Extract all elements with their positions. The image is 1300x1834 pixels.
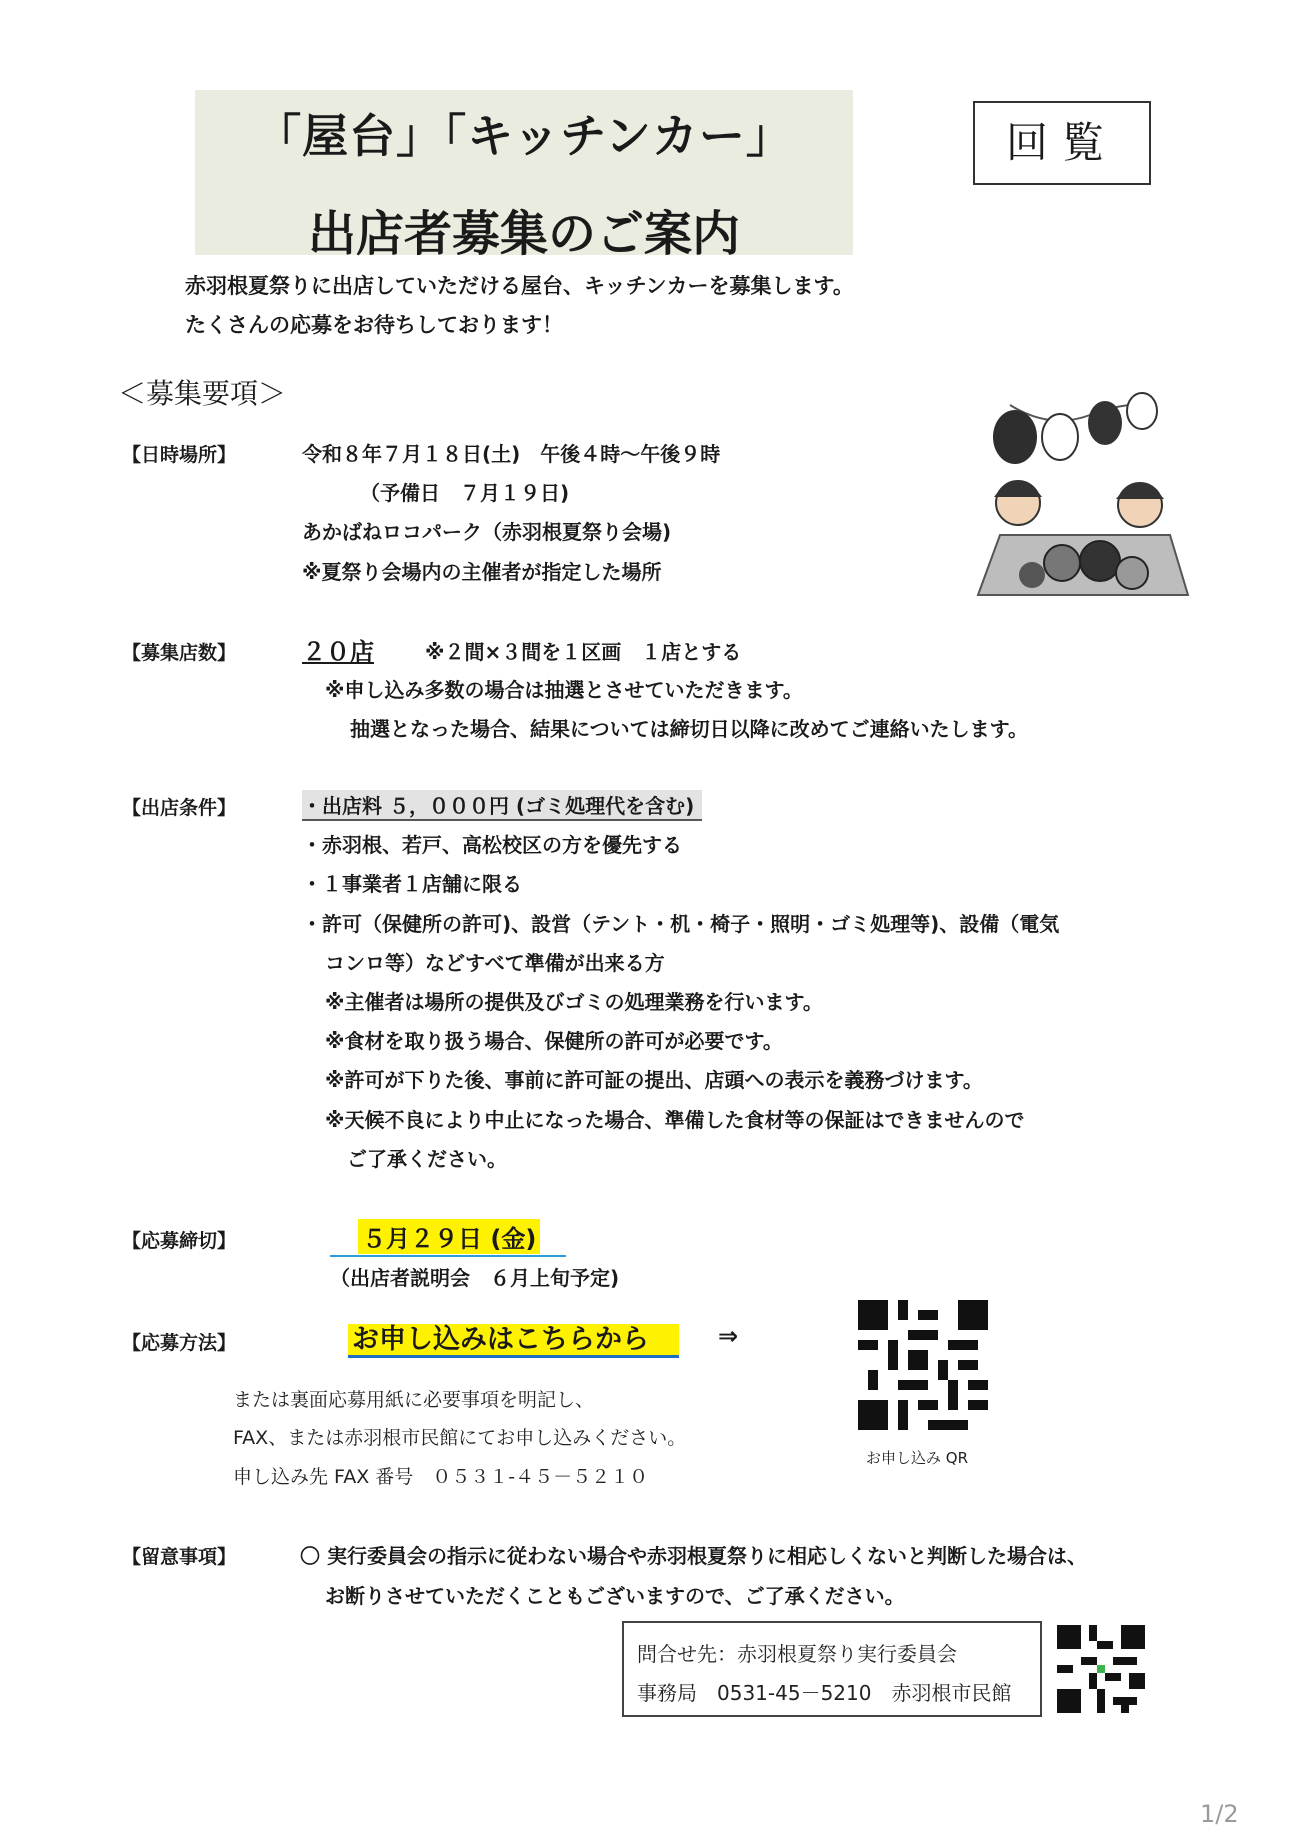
condition-weather: ※天候不良により中止になった場合、準備した食材等の保証はできませんので <box>325 1108 1025 1132</box>
stores-lottery-note: ※申し込み多数の場合は抽選とさせていただきます。 <box>325 678 803 702</box>
apply-link[interactable]: お申し込みはこちらから <box>348 1324 679 1358</box>
arrow-icon: ⇒ <box>718 1322 739 1350</box>
section-title: ＜募集要項＞ <box>118 377 287 410</box>
page-number: 1/2 <box>1200 1800 1239 1828</box>
condition-weather-cont: ご了承ください。 <box>347 1147 507 1171</box>
condition-food-permit: ※食材を取り扱う場合、保健所の許可が必要です。 <box>325 1029 783 1053</box>
condition-permits: ・許可（保健所の許可)、設営（テント・机・椅子・照明・ゴミ処理等)、設備（電気 <box>302 912 1060 936</box>
festival-illustration-icon <box>970 385 1190 615</box>
deadline-label: 【応募締切】 <box>122 1230 237 1252</box>
circulation-stamp: 回覧 <box>973 101 1151 185</box>
condition-permit-display: ※許可が下りた後、事前に許可証の提出、店頭への表示を義務づけます。 <box>325 1068 983 1092</box>
contact-line-2: 事務局 0531-45－5210 赤羽根市民館 <box>637 1681 1012 1705</box>
apply-link-wrap <box>348 1317 679 1359</box>
datetime-date: 令和８年７月１８日(土) 午後４時～午後９時 <box>302 442 721 466</box>
condition-one-store: ・１事業者１店舗に限る <box>302 872 522 896</box>
method-line-2: FAX、または赤羽根市民館にてお申し込みください。 <box>233 1427 687 1449</box>
notes-line-1: 〇 実行委員会の指示に従わない場合や赤羽根夏祭りに相応しくないと判断した場合は、 <box>300 1544 1087 1568</box>
deadline-briefing: （出店者説明会 ６月上旬予定) <box>330 1266 620 1290</box>
contact-qr-icon[interactable] <box>1057 1625 1145 1713</box>
method-fax: 申し込み先 FAX 番号 ０５３１-４５－５２１０ <box>233 1466 649 1488</box>
condition-permits-cont: コンロ等）などすべて準備が出来る方 <box>325 951 665 975</box>
stores-label: 【募集店数】 <box>122 642 237 664</box>
condition-organizer-note: ※主催者は場所の提供及びゴミの処理業務を行います。 <box>325 990 823 1014</box>
datetime-venue-note: ※夏祭り会場内の主催者が指定した場所 <box>302 560 662 584</box>
method-line-1: または裏面応募用紙に必要事項を明記し、 <box>233 1389 595 1411</box>
condition-fee: ・出店料 ５，０００円 (ゴミ処理代を含む) <box>302 790 702 821</box>
datetime-venue: あかばねロコパーク（赤羽根夏祭り会場) <box>302 520 672 544</box>
stores-unit-note: ※２間×３間を１区画 １店とする <box>425 640 742 664</box>
title-line-2: 出店者募集のご案内 <box>307 206 740 262</box>
apply-qr-icon[interactable] <box>858 1300 988 1430</box>
contact-line-1: 問合せ先：赤羽根夏祭り実行委員会 <box>637 1642 957 1666</box>
notes-label: 【留意事項】 <box>122 1546 237 1568</box>
deadline-underline <box>330 1255 566 1257</box>
datetime-label: 【日時場所】 <box>122 444 237 466</box>
title-line-1: 「屋台」「キッチンカー」 <box>255 109 793 163</box>
deadline-date-box <box>330 1219 566 1253</box>
deadline-date: ５月２９日 (金) <box>358 1219 540 1254</box>
stores-count: ２０店 <box>302 638 374 666</box>
stores-lottery-result: 抽選となった場合、結果については締切日以降に改めてご連絡いたします。 <box>350 717 1028 741</box>
method-label: 【応募方法】 <box>122 1332 237 1354</box>
conditions-label: 【出店条件】 <box>122 797 237 819</box>
intro-line-1: 赤羽根夏祭りに出店していただける屋台、キッチンカーを募集します。 <box>185 274 854 298</box>
condition-priority: ・赤羽根、若戸、高松校区の方を優先する <box>302 833 682 857</box>
qr-caption: お申し込み QR <box>866 1449 968 1467</box>
intro-line-2: たくさんの応募をお待ちしております！ <box>185 313 563 337</box>
notes-line-2: お断りさせていただくこともございますので、ご了承ください。 <box>325 1584 905 1608</box>
datetime-reserve-date: （予備日 ７月１９日) <box>360 481 570 505</box>
